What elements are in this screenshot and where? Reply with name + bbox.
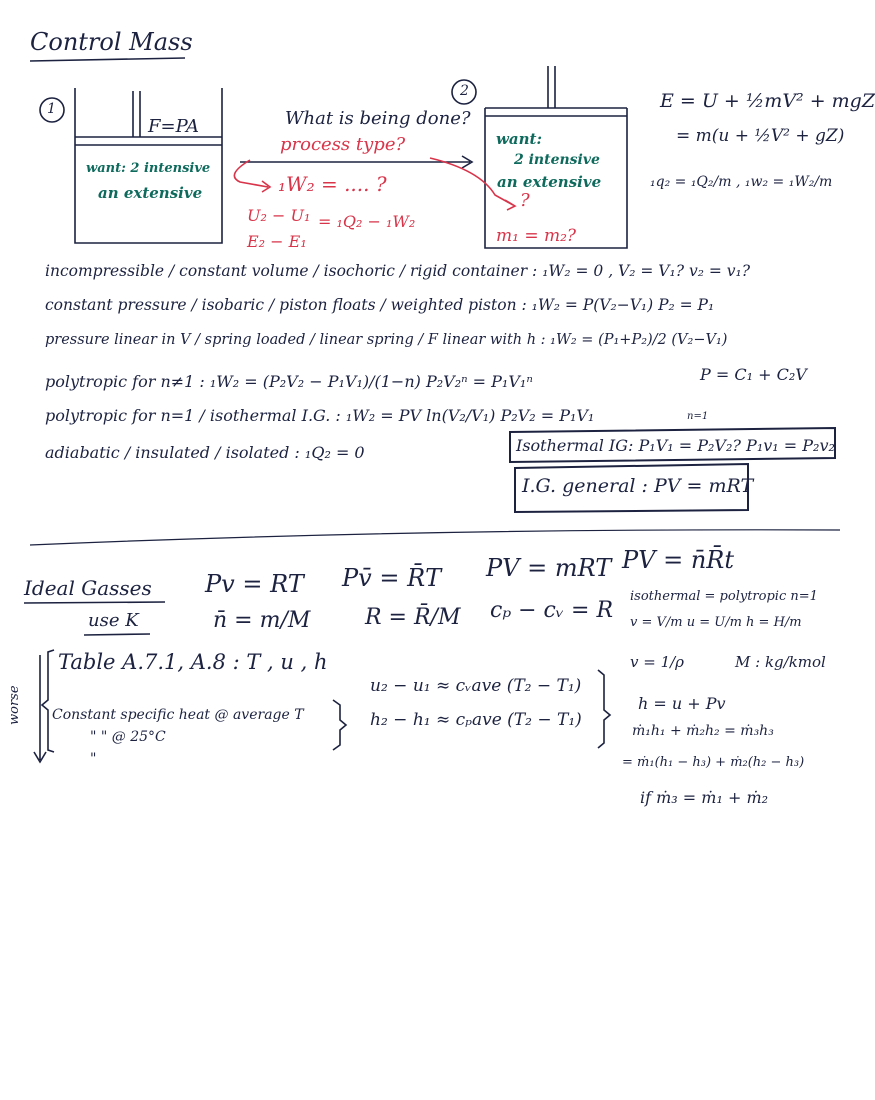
red-arrow-left [234,160,270,192]
ig-eq-1: Pv = RT [205,570,304,598]
const-spec-heat: Constant specific heat @ average T [52,707,304,723]
question-text: What is being done? [285,108,471,129]
box-iso-n: n=1 [687,411,709,422]
delta-u: U₂ − U₁ [247,206,311,225]
state2-extensive: an extensive [497,173,602,191]
mid-brace [333,700,346,750]
ig-eq-2: Pv̄ = R̄T [342,564,442,592]
right-note-6: ṁ₁h₁ + ṁ₂h₂ = ṁ₃h₃ [632,723,774,739]
process-arrow [240,156,472,168]
process-line-4: polytropic for n≠1 : ₁W₂ = (P₂V₂ − P₁V₁)/(1−n) P₂V₂ⁿ = P₁V₁ⁿ [45,372,533,391]
mass-equality: m₁ = m₂? [496,226,577,246]
box-ig-general: I.G. general : PV = mRT [522,475,754,497]
dh-approx: h₂ − h₁ ≈ cₚave (T₂ − T₁) [370,710,582,730]
ideal-gasses-title: Ideal Gasses [24,576,152,600]
const-spec-heat-25: " " @ 25°C [90,729,166,745]
use-k: use K [88,610,139,631]
right-note-1: isothermal = polytropic n=1 [630,589,818,604]
process-type: process type? [280,134,406,155]
piston1 [75,137,222,145]
right-note-7: = ṁ₁(h₁ − h₃) + ṁ₂(h₂ − h₃) [622,755,805,770]
section-divider [30,530,840,545]
piston2 [485,108,627,116]
state1-want: want: 2 intensive [86,161,211,176]
energy-eq-2: = m(u + ½V² + gZ) [676,126,845,146]
right-note-5: h = u + Pv [638,694,726,713]
ig-eq-4: PV = n̄R̄t [622,546,735,574]
linear-note: P = C₁ + C₂V [700,365,807,384]
process-line-1: incompressible / constant volume / isochoric / rigid container : ₁W₂ = 0 , V₂ = V₁? v₂ = v₁? [45,262,751,280]
specific-eq: ₁q₂ = ₁Q₂/m , ₁w₂ = ₁W₂/m [650,174,833,190]
force-label: F=PA [148,116,200,137]
page-title: Control Mass [30,28,193,56]
right-note-8: if ṁ₃ = ṁ₁ + ṁ₂ [640,788,769,807]
process-line-2: constant pressure / isobaric / piston floats / weighted piston : ₁W₂ = P(V₂−V₁) P₂ = P₁ [45,296,715,314]
process-line-6: adiabatic / insulated / isolated : ₁Q₂ = 0 [45,443,365,462]
ig-eq-5: n̄ = m/M [213,608,311,633]
state2-intensive: 2 intensive [514,152,600,168]
box-isothermal: Isothermal IG: P₁V₁ = P₂V₂? P₁v₁ = P₂v₂ [516,436,835,455]
left-brace [42,650,54,752]
ditto-mark: " [90,751,97,767]
state1-number: 1 [47,101,56,117]
piston2-rod [548,66,555,108]
ideal-underline [24,602,165,603]
work-question: ₁W₂ = .... ? [278,172,387,196]
table-ref: Table A.7.1, A.8 : T , u , h [58,650,328,674]
right-brace [598,670,610,748]
energy-eq-1: E = U + ½mV² + mgZ [660,90,875,112]
right-note-4: M : kg/kmol [735,653,826,671]
process-line-5: polytropic for n=1 / isothermal I.G. : ₁W₂ = PV ln(V₂/V₁) P₂V₂ = P₁V₁ [45,406,595,425]
process-line-3: pressure linear in V / spring loaded / linear spring / F linear with h : ₁W₂ = (P₁+P₂)/2 (V₂−V₁) [45,332,728,348]
ig-eq-7: cₚ − cᵥ = R [490,598,614,623]
right-note-2: v = V/m u = U/m h = H/m [630,615,802,630]
piston1-rod [133,91,140,137]
state1-extensive: an extensive [98,184,203,202]
du-approx: u₂ − u₁ ≈ cᵥave (T₂ − T₁) [370,676,582,696]
state2-question: ? [520,190,530,211]
state2-want: want: [496,130,543,148]
worse-label: worse [7,685,22,725]
state2-number: 2 [460,83,469,99]
ig-eq-3: PV = mRT [486,554,612,582]
usek-underline [84,634,150,635]
worse-arrow [34,655,46,762]
heat-work: = ₁Q₂ − ₁W₂ [318,212,416,231]
title-underline [30,58,185,61]
delta-e: E₂ − E₁ [247,232,307,251]
right-note-3: v = 1/ρ [630,653,684,671]
ig-eq-6: R = R̄/M [365,605,461,630]
